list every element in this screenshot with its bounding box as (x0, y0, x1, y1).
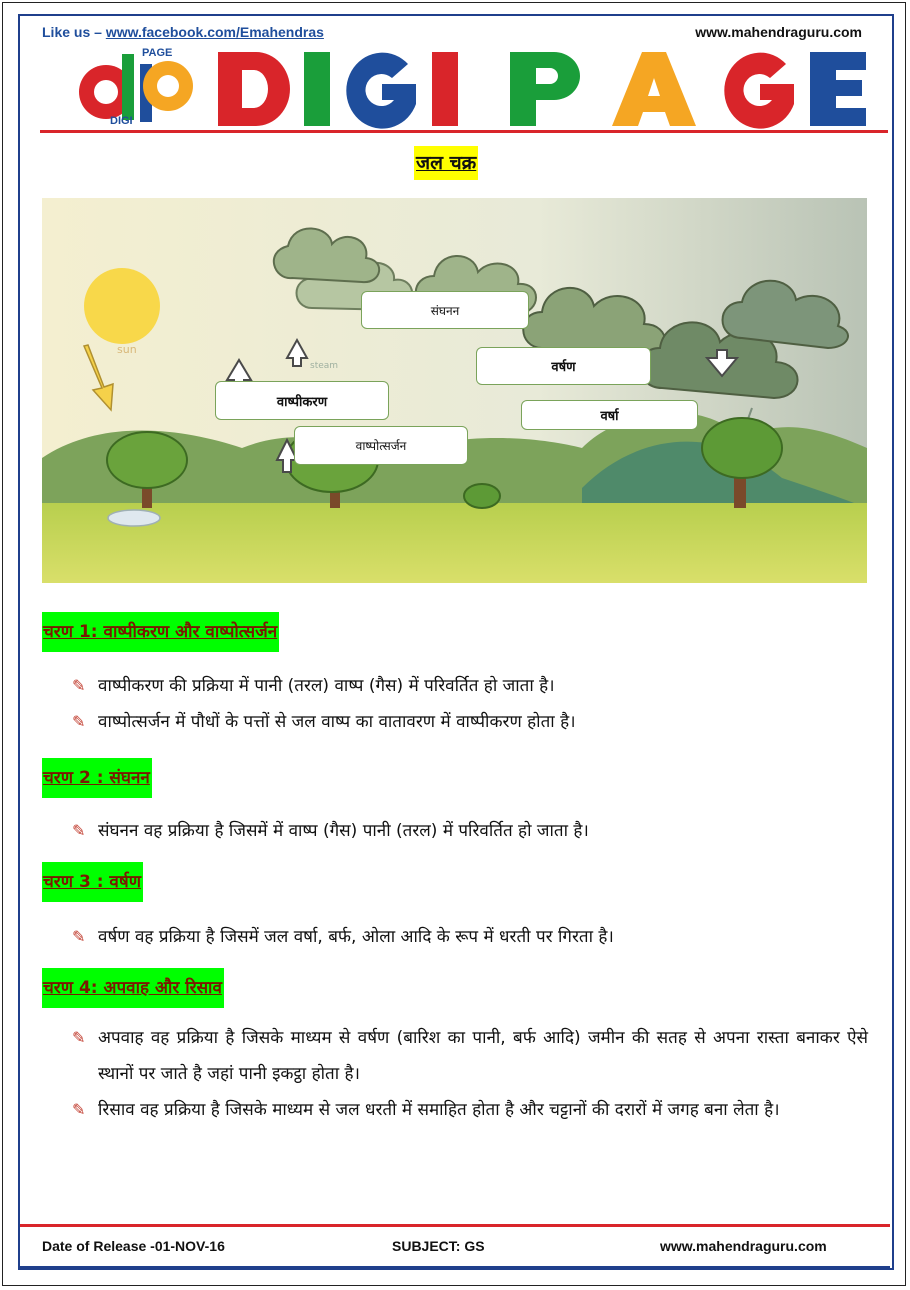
label-transpiration: वाष्पोत्सर्जन (294, 426, 468, 465)
sun-label: sun (117, 343, 137, 356)
facebook-line (42, 24, 324, 40)
label-evaporation: वाष्पीकरण (215, 381, 389, 420)
header-divider (40, 130, 888, 133)
pencil-bullet-icon: ✎ (72, 1028, 86, 1047)
step-1-bullet-1: ✎ वाष्पीकरण की प्रक्रिया में पानी (तरल) वाष्प (गैस) में परिवर्तित हो जाता है। (72, 668, 868, 704)
step-4-bullet-2: ✎ रिसाव वह प्रक्रिया है जिसके माध्यम से जल धरती में समाहित होता है और चट्टानों की दरारों में जगह बना लेता है। (72, 1092, 868, 1128)
step-2-body (72, 813, 868, 849)
step-1-body (72, 668, 868, 740)
facebook-link[interactable]: www.facebook.com/Emahendras (105, 24, 324, 40)
step-3-heading: चरण 3 : वर्षण (42, 862, 143, 902)
step-4-bullet-1: ✎ अपवाह वह प्रक्रिया है जिसके माध्यम से वर्षण (बारिश का पानी, बर्फ आदि) जमीन की सतह से अपना रास्ता बनाकर ऐसे स्थानों पर जाते है जहां पानी इकट्ठा होता है। (72, 1020, 868, 1092)
website-top: www.mahendraguru.com (695, 24, 862, 40)
footer-divider (20, 1224, 890, 1227)
logo-text-page: PAGE (142, 47, 173, 59)
step-3-bullet-1: ✎ वर्षण वह प्रक्रिया है जिसमें जल वर्षा, बर्फ, ओला आदि के रूप में धरती पर गिरता है। (72, 919, 868, 955)
step-4-body (72, 1020, 868, 1128)
digi-page-banner (212, 48, 872, 130)
like-us-label: Like us – (42, 24, 106, 40)
step-2-bullet-1: ✎ संघनन वह प्रक्रिया है जिसमें में वाष्प (गैस) पानी (तरल) में परिवर्तित हो जाता है। (72, 813, 868, 849)
ground (42, 503, 867, 583)
label-rain: वर्षा (521, 400, 698, 430)
water-cycle-illustration (42, 198, 867, 583)
pencil-bullet-icon: ✎ (72, 927, 86, 946)
logo-text-digi: DIGI (110, 115, 133, 126)
step-2-heading: चरण 2 : संघनन (42, 758, 152, 798)
step-4-heading: चरण 4: अपवाह और रिसाव (42, 968, 224, 1008)
page-title: जल चक्र (414, 146, 478, 180)
steam-label: steam (310, 361, 339, 371)
website-footer: www.mahendraguru.com (660, 1238, 827, 1254)
label-condensation: संघनन (361, 291, 529, 329)
step-3-body (72, 919, 868, 955)
pencil-bullet-icon: ✎ (72, 676, 86, 695)
step-1-heading: चरण 1: वाष्पीकरण और वाष्पोत्सर्जन (42, 612, 279, 652)
pond (108, 510, 160, 526)
subject-label: SUBJECT: GS (392, 1238, 485, 1254)
pencil-bullet-icon: ✎ (72, 821, 86, 840)
pencil-bullet-icon: ✎ (72, 1100, 86, 1119)
step-1-bullet-2: ✎ वाष्पोत्सर्जन में पौधों के पत्तों से जल वाष्प का वातावरण में वाष्पीकरण होता है। (72, 704, 868, 740)
digipage-logo (70, 44, 205, 126)
sun-icon (84, 268, 160, 344)
footer-bottom-bar (20, 1266, 890, 1270)
label-precipitation: वर्षण (476, 347, 651, 385)
release-date: Date of Release -01-NOV-16 (42, 1238, 225, 1254)
pencil-bullet-icon: ✎ (72, 712, 86, 731)
